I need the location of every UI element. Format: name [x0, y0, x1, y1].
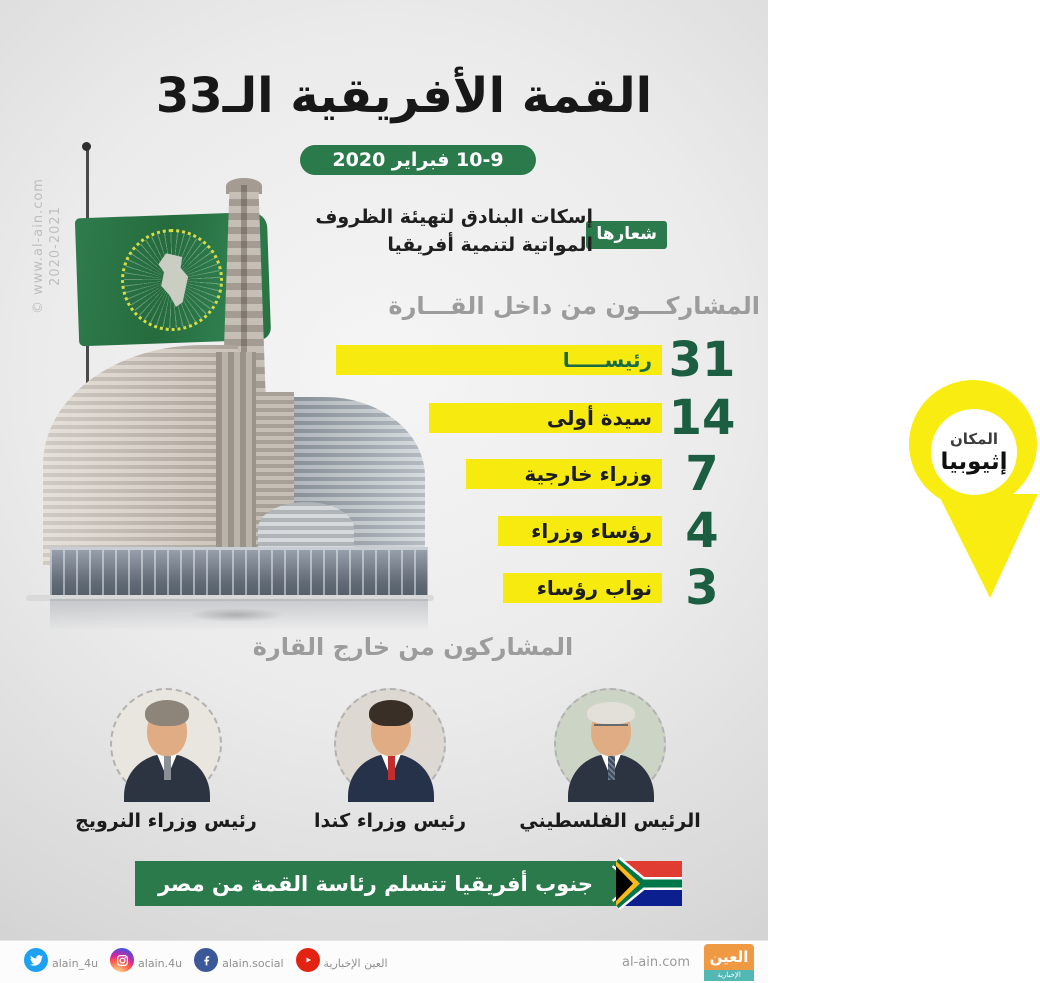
bar-row-prime-ministers	[498, 503, 738, 559]
avatar-tie	[164, 756, 171, 780]
avatar-tie	[388, 756, 395, 780]
bar-row-first-ladies	[429, 390, 738, 446]
pin-shadow	[188, 608, 284, 622]
avatar-hair	[587, 702, 635, 724]
bar-value: 7	[685, 446, 719, 502]
slogan-badge: شعارها	[586, 221, 667, 249]
social-facebook	[194, 948, 283, 972]
social-youtube	[296, 948, 388, 972]
date-badge: 10-9 فبراير 2020	[300, 145, 536, 175]
bar-value: 31	[668, 332, 736, 388]
bar: سيدة أولى	[429, 403, 662, 433]
social-instagram	[110, 948, 182, 972]
avatar-hair	[369, 700, 413, 726]
youtube-icon	[296, 948, 320, 972]
au-building-curved-block	[43, 345, 238, 565]
bar: رؤساء وزراء	[498, 516, 662, 546]
social-twitter	[24, 948, 98, 972]
location-pin-tail	[936, 494, 1040, 598]
outside-section-heading: المشاركون من خارج القارة	[252, 633, 574, 661]
avatar-tie	[608, 756, 615, 780]
inside-section-heading: المشاركـــون من داخل القـــارة	[388, 292, 760, 320]
location-country: إثيوبيا	[940, 448, 1008, 475]
bar-row-foreign-ministers	[466, 446, 738, 502]
footer-bar	[0, 940, 768, 983]
south-africa-flag-icon	[616, 861, 682, 906]
avatar	[336, 690, 444, 798]
website-url: al-ain.com	[622, 955, 690, 970]
bar-value: 4	[685, 503, 719, 559]
social-links	[24, 948, 388, 972]
page-title: القمة الأفريقية الـ33	[155, 68, 653, 124]
slogan-line1: إسكات البنادق لتهيئة الظروف	[315, 206, 593, 228]
bar-row-vice-presidents	[503, 560, 738, 616]
bar-value: 14	[668, 390, 736, 446]
photo-palestinian-president	[554, 688, 666, 800]
bar: نواب رؤساء	[503, 573, 662, 603]
watermark-line2: 2020-2021	[48, 206, 63, 286]
bar: وزراء خارجية	[466, 459, 662, 489]
label-canada-pm: رئيس وزراء كندا	[313, 810, 467, 832]
bar: رئيســـــا	[336, 345, 662, 375]
bar-value: 3	[685, 560, 719, 616]
slogan-line2: المواتية لتنمية أفريقيا	[387, 234, 593, 256]
watermark-line1: © www.al-ain.com	[31, 178, 46, 314]
flag-pole-top	[82, 142, 91, 151]
label-norway-pm: رئيس وزراء النرويج	[75, 810, 257, 832]
instagram-handle: alain.4u	[138, 957, 183, 970]
alain-news-logo	[704, 944, 754, 981]
twitter-icon	[24, 948, 48, 972]
alain-logo-wordmark: العين	[709, 948, 749, 966]
alain-logo-subtitle: الإخبارية	[704, 970, 754, 981]
avatar-hair	[145, 700, 189, 726]
avatar-glasses	[594, 724, 628, 736]
location-label: المكان	[950, 429, 998, 448]
facebook-handle: alain.social	[222, 957, 284, 970]
instagram-icon	[110, 948, 134, 972]
facebook-icon	[194, 948, 218, 972]
youtube-handle: العين الإخبارية	[323, 957, 388, 970]
label-palestinian-president: الرئيس الفلسطيني	[519, 810, 701, 832]
avatar	[112, 690, 220, 798]
twitter-handle: alain_4u	[52, 957, 99, 970]
handover-banner: جنوب أفريقيا تتسلم رئاسة القمة من مصر	[135, 861, 616, 906]
location-pin-content	[931, 409, 1017, 495]
avatar	[556, 690, 664, 798]
au-building-glass-podium	[50, 547, 428, 595]
photo-norway-pm	[110, 688, 222, 800]
au-building-fin	[216, 352, 256, 565]
au-headquarters-photo	[20, 140, 440, 640]
photo-canada-pm	[334, 688, 446, 800]
